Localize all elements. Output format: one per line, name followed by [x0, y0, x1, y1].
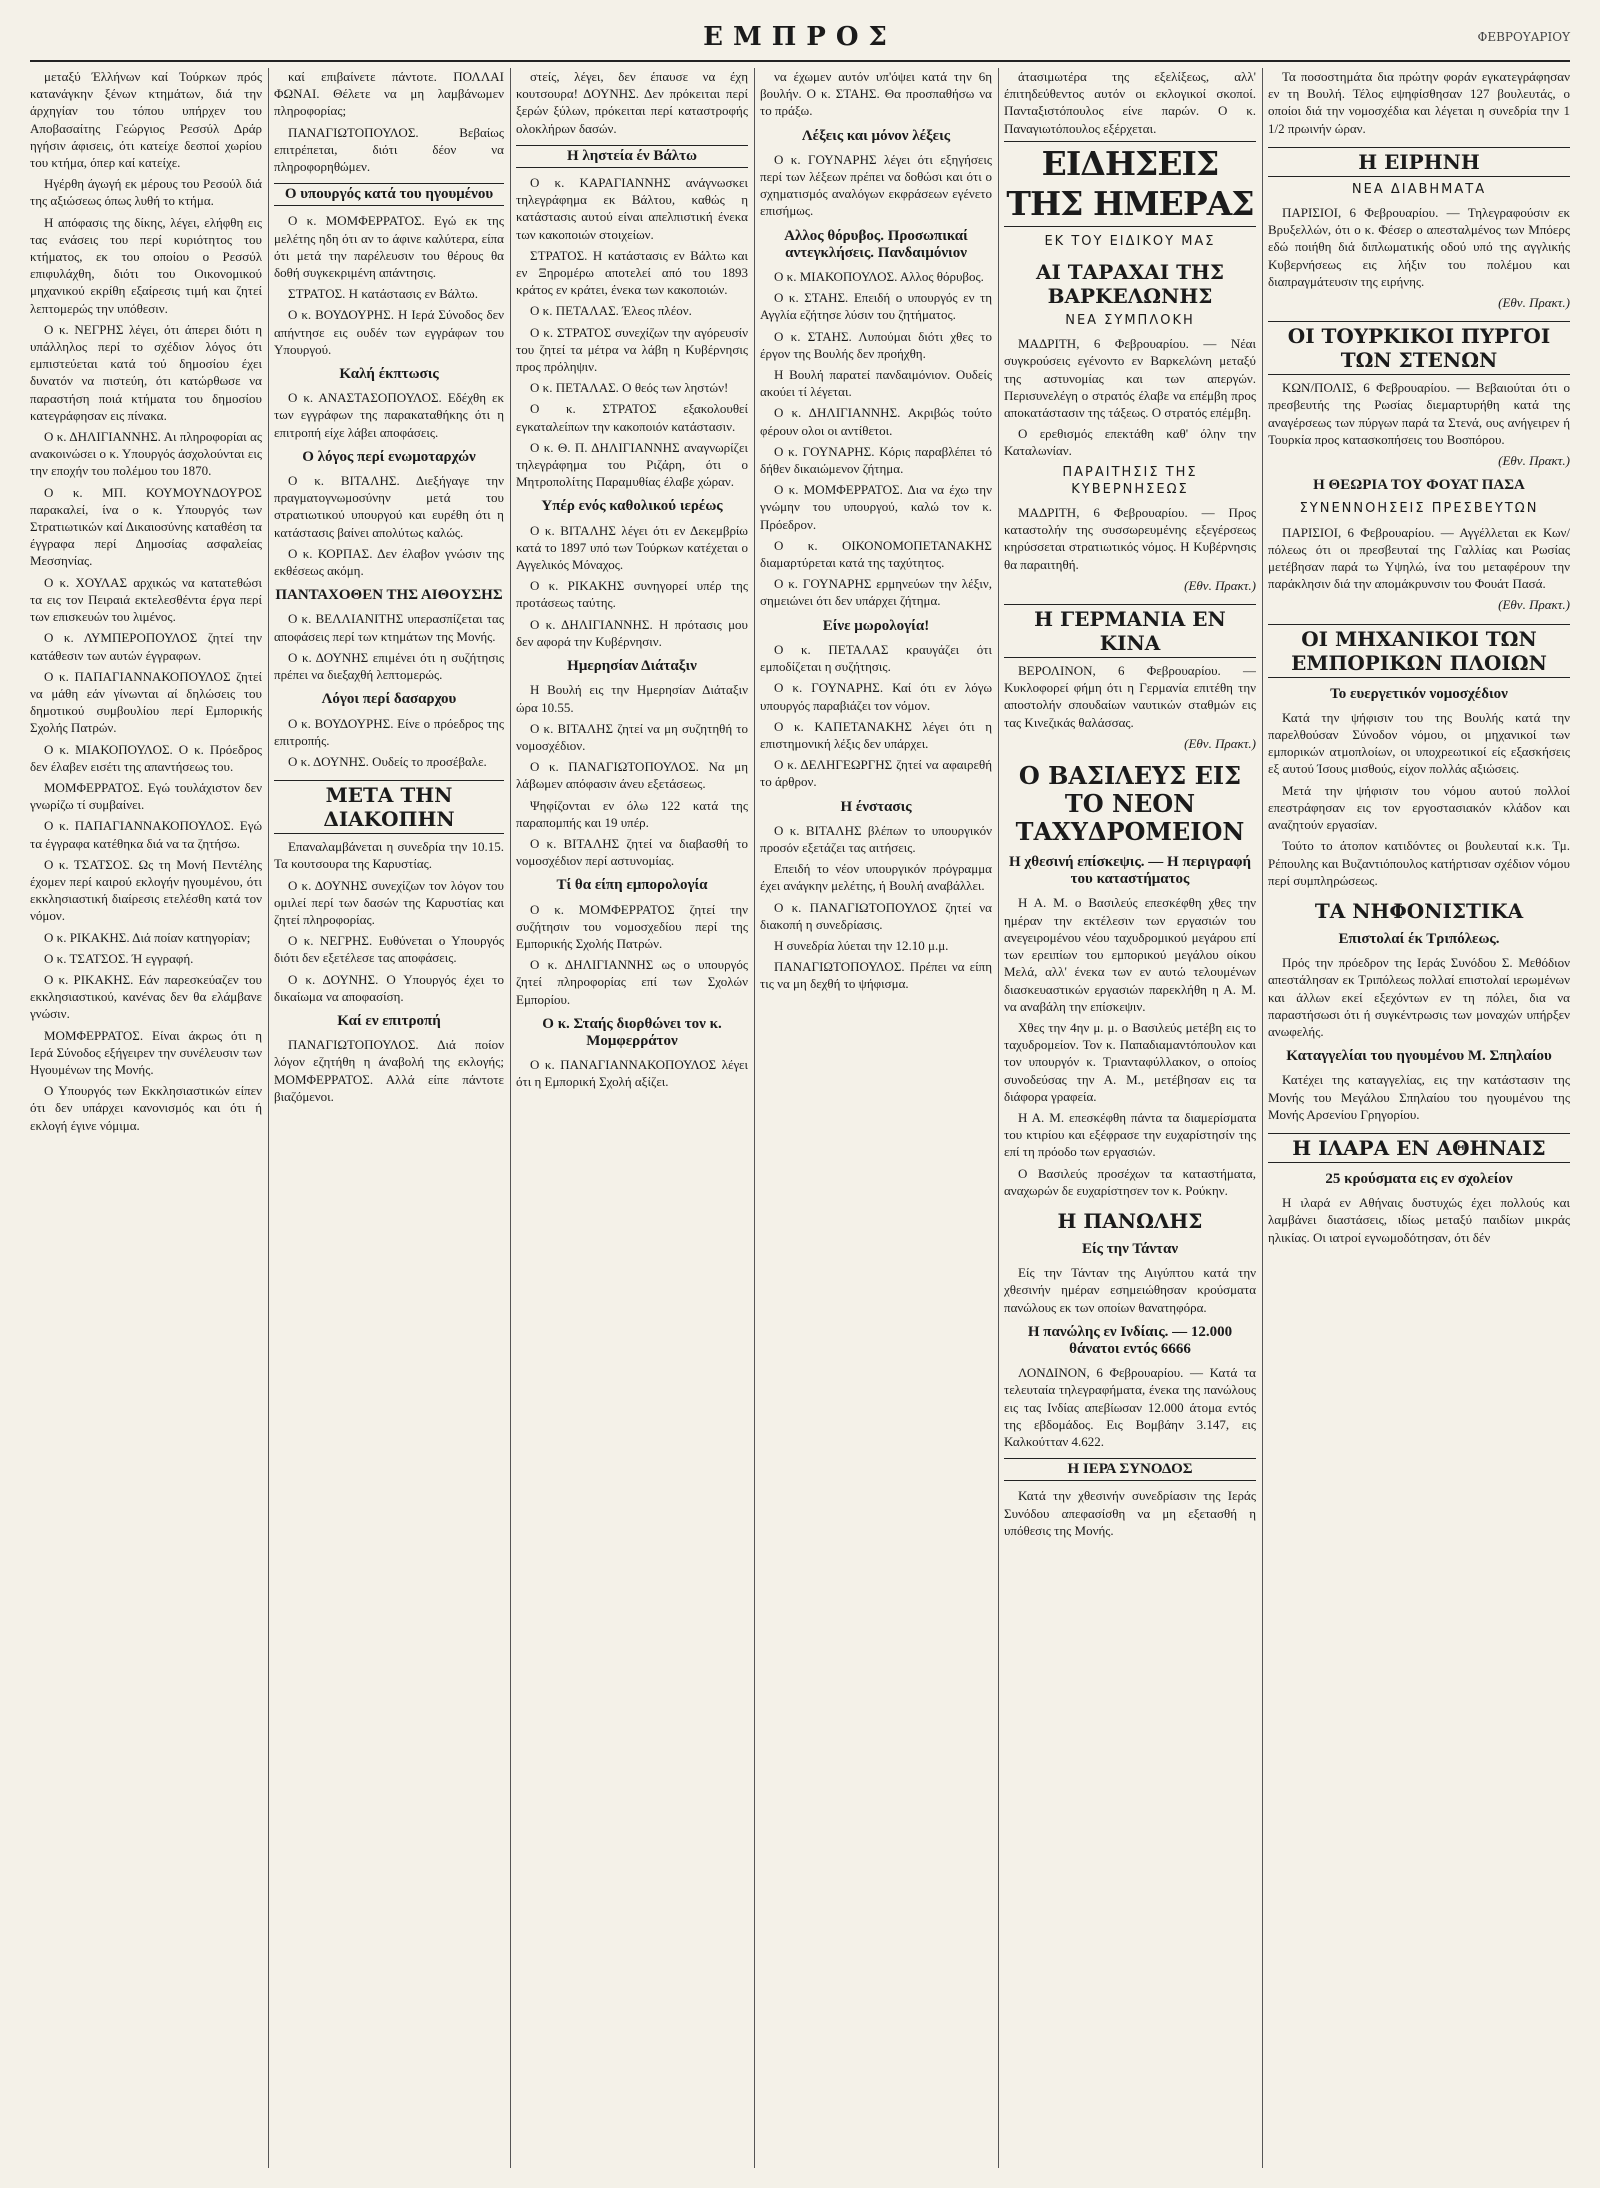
paragraph: ΒΕΡΟΛΙΝΟΝ, 6 Φεβρουαρίου. — Κυκλοφορεί φήμη ότι η Γερμανία επιτέθη την αποστολήν σπουδαίων ναυτικών σταθμών εις τας Κινεζικάς θαλάσσας. [1004, 663, 1256, 730]
paragraph: μεταξύ Έλλήνων καί Τούρκων πρός κατανάγκην ξένων κτημάτων, διά την άρχηγίαν του τόπου υπήρχεν του Αποβασαίτης Γεώργιος Ρεσσύλ Δράρ ηγήσιν άφισεις, ότι κατείχε δεσποί χωρίου του κτήμα, όπερ καί κατείχε. [30, 69, 262, 171]
paragraph: Επαναλαμβάνεται η συνεδρία την 10.15. Τα κουτσουρα της Καρυστίας. [274, 839, 504, 872]
section-subheading: 25 κρούσματα εις εν σχολείον [1325, 1170, 1513, 1187]
section-heading: Ο λόγος περί ενωμοταρχών [302, 448, 476, 465]
paragraph: Τα ποσοστημάτα δια πρώτην φοράν εγκατεγράφησαν εν τη Βουλή. Τέλος εψηφίσθησαν 127 βουλευτάς, ο οποίοι διά την νομοσχέδια και λέγεται η συνεδρία την 1 1/2 πρωινήν ώραν. [1268, 69, 1570, 136]
paragraph: Ο Βασιλεύς προσέχων τα καταστήματα, αναχωρών δε ευχαρίστησεν τον κ. Ρούκην. [1004, 1165, 1256, 1198]
paragraph: Ο κ. ΤΣΑΤΣΟΣ. Ως τη Μονή Πεντέλης έχομεν περί καιρού εκλογήν ηγουμένου, ότι εκκλησιαστική διαίρεσις ετελέσθη κατά τον νόμον. [30, 856, 262, 924]
column-5 [1004, 68, 1256, 2168]
news-source: (Εθν. Πρακτ.) [1184, 735, 1256, 751]
paragraph: ΠΑΝΑΓΙΩΤΟΠΟΥΛΟΣ. Βεβαίως επιτρέπεται, διότι δέον να πληροφορηθώμεν. [274, 124, 504, 175]
section-subheading: ΠΑΡΑΙΤΗΣΙΣ ΤΗΣ ΚΥΒΕΡΝΗΣΕΩΣ [1062, 464, 1198, 497]
paragraph: Η ιλαρά εν Αθήναις δυστυχώς έχει πολλούς και λαμβάνει διαστάσεις, ιδίως μεταξύ παιδίων μικράς ηλικίας. Οι ιατροί εγνωμοδότησαν, ότι δέν [1268, 1195, 1570, 1245]
paragraph: Ο κ. ΠΕΤΑΛΑΣ κραυγάζει ότι εμποδίζεται η συζήτησις. [760, 641, 992, 675]
paragraph: Ο κ. ΜΙΑΚΟΠΟΥΛΟΣ. Αλλος θόρυβος. [774, 269, 984, 285]
paragraph: Η Α. Μ. επεσκέφθη πάντα τα διαμερίσματα του κτιρίου και εξέφρασε την ευχαρίστησίν της επί τη πρόοδο των εργασιών. [1004, 1109, 1256, 1160]
paragraph: Ο κ. ΡΙΚΑΚΗΣ. Εάν παρεσκεύαζεν του εκκλησιαστικού, κανένας δεν θα ελάμβανε γνώσιν. [30, 971, 262, 1022]
paragraph: Ο κ. ΒΟΥΔΟΥΡΗΣ. Η Ιερά Σύνοδος δεν απήντησε εις ουδέν των εγγράφων του Υπουργού. [274, 307, 504, 357]
paragraph: Ο κ. ΣΤΑΗΣ. Επειδή ο υπουργός εν τη Αγγλία εζήτησε λύσιν του ζητήματος. [760, 290, 992, 323]
paragraph: Ηγέρθη άγωγή εκ μέρους του Ρεσούλ διά της αξιώσεως όπως λυθή το κτήμα. [30, 176, 262, 209]
paragraph: Ο κ. ΒΙΤΑΛΗΣ. Διεξήγαγε την πραγματογνωμοσύνην μετά του στρατιωτικού υπουργού και ευρέθη ότι η κατάστασις βαίνει απολύτως καλώς. [274, 473, 504, 540]
paragraph: Ο κ. ΔΗΛΙΓΙΑΝΝΗΣ. Αι πληροφορίαι ας ανακοινώσει ο κ. Υπουργός άσχολούνται εις την εποχήν του πολέμου του 1870. [30, 429, 262, 479]
paragraph: ΜΑΔΡΙΤΗ, 6 Φεβρουαρίου. — Νέαι συγκρούσεις εγένοντο εν Βαρκελώνη μεταξύ της αστυνομίας και των απεργών. Περισυνελέγη ο στρατός έλαβε να επέμβη προς αποκατάστασιν της τάξεως. Ο στρατός επέμβη. [1004, 336, 1256, 421]
news-source: (Εθν. Πρακτ.) [1498, 453, 1570, 469]
section-heading: Ημερησίαν Διάταξιν [567, 658, 697, 675]
paragraph: Ο κ. ΠΑΝΑΓΙΑΝΝΑΚΟΠΟΥΛΟΣ λέγει ότι η Εμπορική Σχολή αξίζει. [516, 1057, 748, 1090]
paragraph: Ο κ. ΔΟΥΝΗΣ. Ο Υπουργός έχει το δικαίωμα να αποφασίση. [274, 971, 504, 1004]
section-heading: Καί εν επιτροπή [337, 1012, 441, 1029]
section-heading: Είνε μωρολογία! [822, 617, 930, 634]
paragraph: Ο κ. ΠΑΝΑΓΙΩΤΟΠΟΥΛΟΣ ζητεί να διακοπή η συνεδρίασις. [760, 899, 992, 932]
paragraph: Η Βουλή παρατεί πανδαιμόνιον. Ουδείς ακούει τί λέγεται. [760, 367, 992, 400]
paragraph: Ο κ. ΒΙΤΑΛΗΣ βλέπων το υπουργικόν προσόν εξετάζει τας αιτήσεις. [760, 822, 992, 855]
paragraph: ΠΑΝΑΓΙΩΤΟΠΟΥΛΟΣ. Διά ποίον λόγον εζητήθη η άναβολή της εκλογής; ΜΟΜΦΕΡΡΑΤΟΣ. Αλλά είπε πάντοτε βιαζόμενοι. [274, 1037, 504, 1104]
paragraph: Ο κ. ΔΗΛΙΓΙΑΝΝΗΣ. Ακριβώς τούτο φέρουν ολοι οι αντίθετοι. [760, 405, 992, 438]
column-4 [760, 68, 992, 2168]
paragraph: Ο κ. ΣΤΑΗΣ. Λυπούμαι διότι χθες το έργον της Βουλής δεν προήχθη. [760, 328, 992, 361]
paragraph: Ο κ. ΜΟΜΦΕΡΡΑΤΟΣ ζητεί την συζήτησιν του νομοσχεδίου περί της Εμπορικής Σχολής Πατρών. [516, 901, 748, 951]
paragraph: Ο κ. ΧΟΥΛΑΣ αρχικώς να κατατεθώσι τα εις τον Πειραιά εκτελεσθέντα έργα περί των επισκευών του λιμένος. [30, 574, 262, 625]
section-subheading: ΣΥΝΕΝΝΟΗΣΕΙΣ ΠΡΕΣΒΕΥΤΩΝ [1299, 501, 1539, 517]
paragraph: Κατά την χθεσινήν συνεδρίασιν της Ιεράς Συνόδου απεφασίσθη να μη εξετασθή η υπόθεσις της Μονής. [1004, 1488, 1256, 1538]
paragraph: ΛΟΝΔΙΝΟΝ, 6 Φεβρουαρίου. — Κατά τα τελευταία τηλεγραφήματα, ένεκα της πανώλους εις τας Ινδίας απεβίωσαν 12.000 άτομα εντός της εβδομάδος. Εις Βομβάην 3.147, εις Καλκούτταν 4.622. [1004, 1365, 1256, 1449]
paragraph: Ο κ. ΔΗΛΙΓΙΑΝΝΗΣ ως ο υπουργός ζητεί πληροφορίας επί των Σχολών Εμπορίου. [516, 957, 748, 1007]
paragraph: Ο κ. ΚΑΠΕΤΑΝΑΚΗΣ λέγει ότι η επιστημονική λέξις δεν υπάρχει. [760, 718, 992, 751]
paragraph: Ο κ. ΣΤΡΑΤΟΣ εξακολουθεί εγκαταλείπων την κακοποιόν κατάστασιν. [516, 401, 748, 434]
paragraph: Ο κ. ΚΑΡΑΓΙΑΝΝΗΣ ανάγνωσκει τηλεγράφημα εκ Βάλτου, καθώς η κατάστασις αυτού είναι απελπιστική ένεκα των κακοποιών στοιχείων. [516, 175, 748, 242]
paragraph: Ο κ. ΓΟΥΝΑΡΗΣ. Καί ότι εν λόγω υπουργός παραβιάζει τον νόμον. [760, 680, 992, 713]
paragraph: Η Βουλή εις την Ημερησίαν Διάταξιν ώρα 10.55. [516, 682, 748, 715]
section-heading: Η ΕΙΡΗΝΗ [1268, 147, 1570, 177]
paragraph: Ο κ. ΣΤΡΑΤΟΣ συνεχίζων την αγόρευσίν του ζητεί τα μέτρα να λάβη η Κυβέρνησις προς πρόληψιν. [516, 324, 748, 375]
paragraph: Τούτο το άτοπον κατιδόντες οι βουλευταί κ.κ. Τμ. Ρέπουλης και Βυζαντιόπουλος κατήρτισαν σχέδιον νόμου περί συμπληρώσεως. [1268, 838, 1570, 888]
section-heading: ΠΑΝΤΑΧΟΘΕΝ ΤΗΣ ΑΙΘΟΥΣΗΣ [275, 587, 503, 604]
banner-subtitle: ΕΚ ΤΟΥ ΕΙΔΙΚΟΥ ΜΑΣ [1044, 233, 1216, 249]
paragraph: Ο κ. ΜΟΜΦΕΡΡΑΤΟΣ. Εγώ εκ της μελέτης ηδη ότι αν το άφινε καλύτερα, είπα ότι μετά την παρέλευσιν του θέρους θα δοθή συγκεκριμένη απάντησις. [274, 213, 504, 281]
section-subheading: ΝΕΑ ΔΙΑΒΗΜΑΤΑ [1351, 181, 1487, 197]
paragraph: ΜΟΜΦΕΡΡΑΤΟΣ. Εγώ τουλάχιστον δεν γνωρίζω τί συμβαίνει. [30, 779, 262, 813]
paragraph: Ο κ. ΡΙΚΑΚΗΣ συνηγορεί υπέρ της προτάσεως ταύτης. [516, 578, 748, 611]
paragraph: ΠΑΡΙΣΙΟΙ, 6 Φεβρουαρίου. — Τηλεγραφούσιν εκ Βρυξελλών, ότι ο κ. Φέσερ ο απεσταλμένος των Μπόερς εδώ ποιήθη διά διπλωματικής οδού υπό της αγγλικής Κυβερνήσεως εις λήξιν του πολέμου και διαπραγμάτευσιν της ειρήνης. [1268, 205, 1570, 289]
section-subheading: Η πανώλης εν Ινδίαις. — 12.000 θάνατοι εντός 6666 [1027, 1323, 1233, 1357]
news-source: (Εθν. Πρακτ.) [1184, 577, 1256, 593]
issue-date: ΦΕΒΡΟΥΑΡΙΟΥ [1477, 30, 1570, 44]
section-heading: ΟΙ ΤΟΥΡΚΙΚΟΙ ΠΥΡΓΟΙ ΤΩΝ ΣΤΕΝΩΝ [1268, 321, 1570, 375]
paragraph: Ο κ. ΑΝΑΣΤΑΣΟΠΟΥΛΟΣ. Εδέχθη εκ των εγγράφων της παρακαταθήκης ότι η επιτροπή είχε λάβει αποφάσεις. [274, 390, 504, 440]
section-heading: Η ληστεία έν Βάλτω [516, 145, 748, 168]
paragraph: Ο κ. ΔΟΥΝΗΣ επιμένει ότι η συζήτησις πρέπει να διεξαχθή λεπτομερώς. [274, 649, 504, 683]
paragraph: Ο κ. ΔΟΥΝΗΣ συνεχίζων τον λόγον του ομιλεί περί των δασών της Καρυστίας και ζητεί πληροφορίας. [274, 877, 504, 927]
section-heading: Η ΠΑΝΩΛΗΣ [1057, 1208, 1203, 1233]
paragraph: Ο ερεθισμός επεκτάθη καθ' όλην την Καταλωνίαν. [1004, 426, 1256, 459]
paragraph: Ο κ. ΔΗΛΙΓΙΑΝΝΗΣ. Η πρότασις μου δεν αφορά την Κυβέρνησιν. [516, 616, 748, 649]
paragraph: Ψηφίζονται εν όλω 122 κατά της παραπομπής και 19 υπέρ. [516, 797, 748, 830]
paragraph: Ο κ. ΓΟΥΝΑΡΗΣ λέγει ότι εξηγήσεις περί των λέξεων πρέπει να δοθώσι και ότι ο σχηματισμός αναλόγων εκφράσεων εγένετο επισήμως. [760, 151, 992, 219]
paragraph: Ο κ. ΔΟΥΝΗΣ. Ουδείς το προσέβαλε. [288, 753, 487, 769]
paragraph: Μετά την ψήφισιν του νόμου αυτού πολλοί επεστράφησαν εις τον εργοστασιακόν κλάδον και αναζητούν εργασίαν. [1268, 782, 1570, 833]
paragraph: Ο κ. ΛΥΜΠΕΡΟΠΟΥΛΟΣ ζητεί την κατάθεσιν των αυτών έγγραφων. [30, 630, 262, 663]
column-rule [1262, 68, 1263, 2168]
paragraph: ΣΤΡΑΤΟΣ. Η κατάστασις εν Βάλτω και εν Ξηρομέρω αποτελεί από του 1893 κράτος εν κράτει, ένεκα των κακοποιών. [516, 247, 748, 298]
section-subheading: Το ευεργετικόν νομοσχέδιον [1330, 685, 1508, 702]
section-heading: ΤΑ ΝΗΦΟΝΙΣΤΙΚΑ [1314, 898, 1524, 923]
paragraph: Ο κ. ΒΟΥΔΟΥΡΗΣ. Είνε ο πρόεδρος της επιτροπής. [274, 715, 504, 748]
paragraph: Χθες την 4ην μ. μ. ο Βασιλεύς μετέβη εις το ταχυδρομείον. Τον κ. Παπαδιαμαντόπουλον και τον υπουργόν κ. Τριανταφύλλακον, ο οποίος συνοδεύσας την Α. Μ., μετέβησαν εις τα διάφορα γραφεία. [1004, 1019, 1256, 1104]
paragraph: στείς, λέγει, δεν έπαυσε να έχη κουτσουρα! ΔΟΥΝΗΣ. Δεν πρόκειται περί ξερών ξύλων, πρόκειται περί καταστροφής ολοκλήρων δασών. [516, 69, 748, 136]
section-heading: Καταγγελίαι του ηγουμένου Μ. Σπηλαίου [1286, 1048, 1552, 1065]
paragraph: Κατέχει της καταγγελίας, εις την κατάστασιν της Μονής του Μεγάλου Σπηλαίου του ηγουμένου της Μονής Αρσενίου Γρηγορίου. [1268, 1072, 1570, 1122]
paragraph: Ο Υπουργός των Εκκλησιαστικών είπεν ότι δεν υπάρχει κανονισμός και ότι ή εκλογή έγινε νόμιμα. [30, 1083, 262, 1133]
paragraph: Ο κ. Θ. Π. ΔΗΛΙΓΙΑΝΝΗΣ αναγνωρίζει τηλεγράφημα του Ριζάρη, ότι ο Μητροπολίτης Παραμυθίας έλαβε χώραν. [516, 439, 748, 490]
newspaper-name: ΕΜΠΡΟΣ [703, 22, 897, 52]
section-heading: Λέξεις και μόνον λέξεις [801, 127, 951, 144]
section-heading: Ο ΒΑΣΙΛΕΥΣ ΕΙΣ ΤΟ ΝΕΟΝ ΤΑΧΥΔΡΟΜΕΙΟΝ [1015, 761, 1245, 847]
news-source: (Εθν. Πρακτ.) [1498, 295, 1570, 311]
paragraph: Η Α. Μ. ο Βασιλεύς επεσκέφθη χθες την ημέραν την εκτέλεσιν των εργασιών του ανεγειρομένου νέου ταχυδρομικού μεγάρου επί των ερειπίων του εμπορικού μεγάλου οίκου Μελά, αλλ' ένεκα των εν αυτώ τελουμένων διασκευαστικών εργασιών παρεκλήθη η Α. Μ. να αναβάλη την επίσκεψιν. [1004, 895, 1256, 1014]
column-rule [998, 68, 999, 2168]
paragraph: Ο κ. ΒΙΤΑΛΗΣ λέγει ότι εν Δεκεμβρίω κατά το 1897 υπό των Τούρκων κατέχεται ο Αγγελικός Μόναχος. [516, 522, 748, 573]
paragraph: Η συνεδρία λύεται την 12.10 μ.μ. [774, 937, 949, 953]
paragraph: Ο κ. ΠΑΝΑΓΙΩΤΟΠΟΥΛΟΣ. Να μη λάβωμεν απόφασιν άνευ εξετάσεως. [516, 759, 748, 792]
paragraph: Ο κ. ΠΑΠΑΓΙΑΝΝΑΚΟΠΟΥΛΟΣ. Εγώ τα έγγραφα κατέθηκα διά να τα ζητήσω. [30, 818, 262, 851]
paragraph: Ο κ. ΒΙΤΑΛΗΣ ζητεί να διαβασθή το νομοσχέδιον περί αστυνομίας. [516, 835, 748, 869]
section-subheading: Η χθεσινή επίσκεψις. — Η περιγραφή του καταστήματος [1008, 854, 1252, 888]
news-source: (Εθν. Πρακτ.) [1498, 597, 1570, 613]
section-heading: Ο υπουργός κατά του ηγουμένου [274, 183, 504, 206]
section-heading: ΜΕΤΑ ΤΗΝ ΔΙΑΚΟΠΗΝ [274, 780, 504, 834]
section-heading: Η ΙΛΑΡΑ ΕΝ ΑΘΗΝΑΙΣ [1268, 1133, 1570, 1163]
section-heading: Η ΓΕΡΜΑΝΙΑ ΕΝ ΚΙΝΑ [1004, 604, 1256, 658]
section-heading: ΟΙ ΜΗΧΑΝΙΚΟΙ ΤΩΝ ΕΜΠΟΡΙΚΩΝ ΠΛΟΙΩΝ [1268, 624, 1570, 678]
paragraph: Ο κ. ΠΕΤΑΛΑΣ. Ο θεός των ληστών! [530, 380, 729, 396]
paragraph: Ο κ. ΤΣΑΤΣΟΣ. Ή εγγραφή. [44, 950, 194, 966]
section-subheading: Επιστολαί έκ Τριπόλεως. [1338, 930, 1500, 947]
paragraph: Ο κ. ΓΟΥΝΑΡΗΣ ερμηνεύων την λέξιν, σημειώνει ότι δεν υπάρχει ζήτημα. [760, 576, 992, 609]
column-3 [516, 68, 748, 2168]
paragraph: ΜΑΔΡΙΤΗ, 6 Φεβρουαρίου. — Προς καταστολήν της συσσωρευμένης εξεγέρσεως κηρύσσεται στρατιωτικός νόμος. Η Κυβέρνησις θα παραιτηθή. [1004, 505, 1256, 572]
paragraph: Ο κ. ΡΙΚΑΚΗΣ. Διά ποίαν κατηγορίαν; [44, 929, 251, 945]
column-1 [30, 68, 262, 2168]
section-heading: Αλλος θόρυβος. Προσωπικαί αντεγκλήσεις. Πανδαιμόνιον [784, 227, 968, 261]
paragraph: Επειδή το νέον υπουργικόν πρόγραμμα έχει ανάγκην μελέτης, ή Βουλή αναβάλλει. [760, 861, 992, 894]
section-heading: Καλή έκπτωσις [339, 366, 439, 383]
paragraph: Ο κ. ΝΕΓΡΗΣ λέγει, ότι άπερει διότι η υπάλληλος περί το σχέδιον λόγος ότι εμπιστεύεται κατά τού δημοσίου έχει δυνατόν να πιστεύη, ότι κατώρθωσε να παραστήση ποιά κτήματα του δημοσίου κατεγράφησαν εις πίνακα. [30, 321, 262, 423]
paragraph: Είς την Τάνταν της Αιγύπτου κατά την χθεσινήν ημέραν εσημειώθησαν κρούσματα πανώλους εκ των οποίων θανατηφόρα. [1004, 1265, 1256, 1315]
column-rule [268, 68, 269, 2168]
paragraph: Ο κ. ΓΟΥΝΑΡΗΣ. Κόρις παραβλέπει τό δήθεν δικαιώμενον ζήτημα. [760, 443, 992, 477]
paragraph: Ο κ. ΝΕΓΡΗΣ. Ευθύνεται ο Υπουργός διότι δεν εξετέλεσε τας αποφάσεις. [274, 933, 504, 966]
column-rule [754, 68, 755, 2168]
section-heading: Η ΙΕΡΑ ΣΥΝΟΔΟΣ [1004, 1458, 1256, 1481]
news-banner: ΕΙΔΗΣΕΙΣ ΤΗΣ ΗΜΕΡΑΣ [1004, 141, 1256, 227]
paragraph: άτασιμωτέρα της εξελίξεως, αλλ' έπιτηδεύθεντος αυτόν οι εκλογικοί σκοποί. Πανταξιστόπουλος είνε παρών. Ο κ. Παναγιωτόπουλος εξέρχεται. [1004, 69, 1256, 136]
section-heading: Η ΘΕΩΡΙΑ ΤΟΥ ΦΟΥΑΤ ΠΑΣΑ [1313, 477, 1525, 494]
paragraph: Κατά την ψήφισιν του της Βουλής κατά την παρελθούσαν Σύνοδον νόμου, οι μηχανικοί των εμπορικών ατμοπλοίων, οι υποχρεωτικοί είς εξασκήσεις εξ αυτού Ίσους μισθούς, είχον πολλάς αξιώσεις. [1268, 709, 1570, 777]
section-subheading: ΝΕΑ ΣΥΜΠΛΟΚΗ [1065, 313, 1195, 329]
paragraph: Ο κ. ΟΙΚΟΝΟΜΟΠΕΤΑΝΑΚΗΣ διαμαρτύρεται κατά της ταχύτητος. [760, 537, 992, 571]
paragraph: να έχωμεν αυτόν υπ'όψει κατά την 6η βουλήν. Ο κ. ΣΤΑΗΣ. Θα προσπαθήσω να το πράξω. [760, 69, 992, 119]
paragraph: ΣΤΡΑΤΟΣ. Η κατάστασις εν Βάλτω. [288, 286, 478, 302]
section-heading: Η ένστασις [840, 798, 912, 815]
paragraph: ΚΩΝ/ΠΟΛΙΣ, 6 Φεβρουαρίου. — Βεβαιούται ότι ο πρεσβευτής της Ρωσίας διεμαρτυρήθη κατά της αναγέρσεως των πύργων παρά τα Στενά, ους ανήγειρεν ή Τουρκία προς κατασκοπήσεις του Βοσπόρου. [1268, 380, 1570, 447]
column-rule [510, 68, 511, 2168]
paragraph: Ο κ. ΜΙΑΚΟΠΟΥΛΟΣ. Ο κ. Πρόεδρος δεν έλαβεν εισέτι της απαντήσεως του. [30, 741, 262, 774]
paragraph: Η απόφασις της δίκης, λέγει, ελήφθη εις τας ενάσεις του περί κυριότητος του κτήματος, εκ του οποίου ο Ρεσσύλ επιφυλάχθη, διότι του Οικονομικού μηχανικού εκρίθη εξαίρεσις τιμή και ζητεί λεπτομερώς την υπόθεσιν. [30, 214, 262, 316]
paragraph: Ο κ. ΔΕΛΗΓΕΩΡΓΗΣ ζητεί να αφαιρεθή το άρθρον. [760, 757, 992, 790]
column-2 [274, 68, 504, 2168]
paragraph: ΜΟΜΦΕΡΡΑΤΟΣ. Είναι άκρως ότι η Ιερά Σύνοδος εξήγειρεν την συνέλευσιν των Ηγουμένων της Μονής. [30, 1027, 262, 1077]
section-subheading: Είς την Τάνταν [1081, 1240, 1179, 1257]
paragraph: Ο κ. ΜΟΜΦΕΡΡΑΤΟΣ. Δια να έχω την γνώμην του υπουργού, καλώ τον κ. Πρόεδρον. [760, 482, 992, 532]
section-heading: Ο κ. Σταής διορθώνει τον κ. Μομφερράτον [542, 1015, 722, 1049]
paragraph: Ο κ. ΚΟΡΠΑΣ. Δεν έλαβον γνώσιν της εκθέσεως ακόμη. [274, 545, 504, 579]
section-heading: Τί θα είπη εμπορολογία [556, 877, 708, 894]
paragraph: Ο κ. ΜΠ. ΚΟΥΜΟΥΝΔΟΥΡΟΣ παρακαλεί, ίνα ο κ. Υπουργός των Στρατιωτικών καί Δικαιοσύνης καταθέση τα έγγραφα περί Δημοσίας ασφαλείας Μεσσηνίας. [30, 484, 262, 569]
section-heading: ΑΙ ΤΑΡΑΧΑΙ ΤΗΣ ΒΑΡΚΕΛΩΝΗΣ [1035, 260, 1225, 309]
section-heading: Λόγοι περί δασαρχου [321, 691, 457, 708]
paragraph: Ο κ. ΒΙΤΑΛΗΣ ζητεί να μη συζητηθή το νομοσχέδιον. [516, 720, 748, 753]
column-6 [1268, 68, 1570, 2168]
paragraph: Ο κ. ΠΕΤΑΛΑΣ. Έλεος πλέον. [530, 303, 692, 319]
paragraph: Ο κ. ΒΕΛΛΙΑΝΙΤΗΣ υπερασπίζεται τας αποφάσεις περί των κτημάτων της Μονής. [274, 611, 504, 644]
section-heading: Υπέρ ενός καθολικού ιερέως [541, 498, 723, 515]
paragraph: καί επιβαίνετε πάντοτε. ΠΟΛΛΑΙ ΦΩΝΑΙ. Θέλετε να μη λαμβάνωμεν πληροφορίας; [274, 69, 504, 119]
paragraph: ΠΑΝΑΓΙΩΤΟΠΟΥΛΟΣ. Πρέπει να είπη τις να μη δεχθή το ψήφισμα. [760, 959, 992, 992]
paragraph: Πρός την πρόεδρον της Ιεράς Συνόδου Σ. Μεθόδιον απεστάλησαν εκ Τριπόλεως πολλαί επιστολαί ιερωμένων και άλλων εκεί εξεχόντων εν τη πόλει, δια να παραστήσωσι ότι ή συγκέντρωσις των μοναχών υπήρξεν ανωφελής. [1268, 955, 1570, 1039]
paragraph: ΠΑΡΙΣΙΟΙ, 6 Φεβρουαρίου. — Αγγέλλεται εκ Κων/πόλεως ότι οι πρεσβευταί της Γαλλίας και Ρωσίας μετέβησαν παρά τω Υψηλώ, ίνα του μεταφέρουν την παράκλησιν διά την απομάκρυνσιν του Φουάτ Πασά. [1268, 524, 1570, 592]
masthead [30, 20, 1570, 62]
paragraph: Ο κ. ΠΑΠΑΓΙΑΝΝΑΚΟΠΟΥΛΟΣ ζητεί να μάθη εάν γίνωνται αί δηλώσεις του δημοτικού συμβουλίου περί Εμπορικής Σχολής Πατρών. [30, 668, 262, 736]
